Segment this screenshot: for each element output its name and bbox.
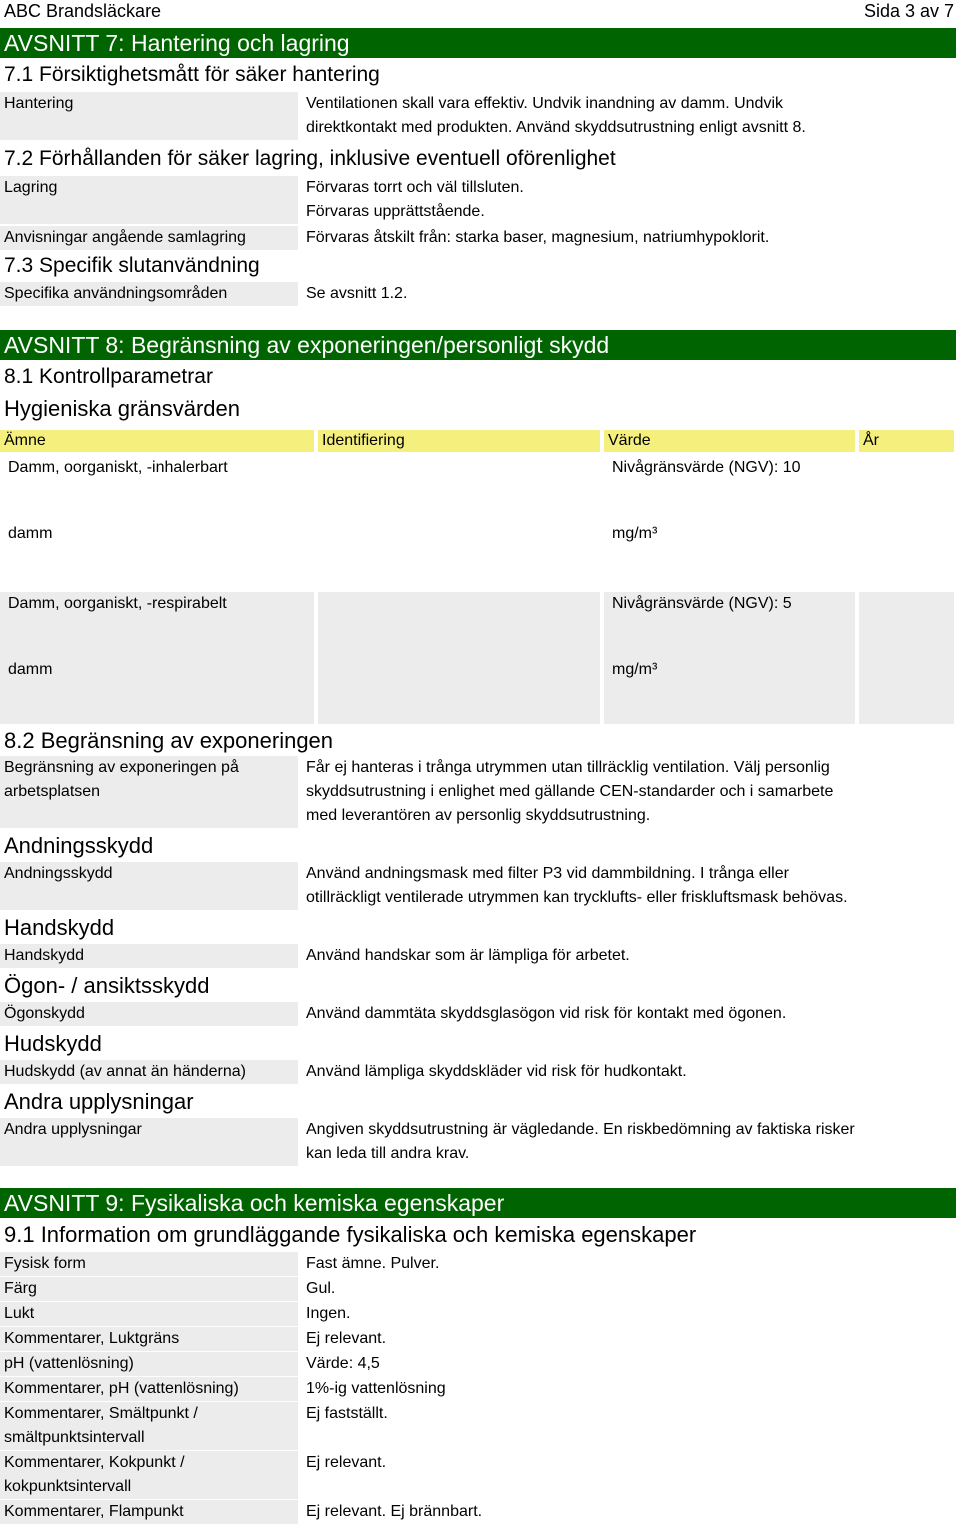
list-item [0,1500,956,1524]
row-handskydd [0,944,956,968]
cell-ar [859,456,954,588]
label-arbetsplatsen [0,756,298,828]
property-label: pH (vattenlösning) [0,1352,298,1376]
cell-varde-line-2: mg/m³ [612,525,658,542]
value-arbetsplatsen-line-1: Får ej hanteras i trånga utrymmen utan tillräcklig ventilation. Välj personlig [306,759,830,776]
cell-ar [859,592,954,724]
property-label: Lukt [0,1302,298,1326]
row-andningsskydd [0,862,956,910]
label-andra-upplysningar: Andra upplysningar [0,1118,298,1166]
label-omraden: Specifika användningsområden [0,282,298,306]
label-hantering: Hantering [0,92,298,140]
property-label [0,1451,298,1499]
label-hudskydd: Hudskydd (av annat än händerna) [0,1060,298,1084]
list-item [0,1252,956,1276]
list-item [0,1451,956,1499]
value-handskydd: Använd handskar som är lämpliga för arbetet. [302,944,956,968]
value-ogonskydd: Använd dammtäta skyddsglasögon vid risk för kontakt med ögonen. [302,1002,956,1026]
section-9-title: AVSNITT 9: Fysikaliska och kemiska egenskaper [0,1188,956,1218]
row-samlagring [0,226,956,250]
list-item [0,1402,956,1450]
list-item [0,1277,956,1301]
value-arbetsplatsen-line-3: med leverantören av personlig skyddsutrustning. [306,807,651,824]
cell-identifiering [318,592,600,724]
property-value: Gul. [302,1277,956,1301]
section-7-title: AVSNITT 7: Hantering och lagring [0,28,956,58]
heading-9-1: 9.1 Information om grundläggande fysikaliska och kemiska egenskaper [4,1222,697,1247]
property-label-line-2: kokpunktsintervall [4,1478,132,1495]
heading-7-1: 7.1 Försiktighetsmått för säker hantering [4,63,380,86]
label-arbetsplatsen-line-1: Begränsning av exponeringen på [4,759,239,776]
property-label [0,1402,298,1450]
property-value: Ingen. [302,1302,956,1326]
list-item [0,1377,956,1401]
heading-hygieniska: Hygieniska gränsvärden [4,396,241,421]
value-lagring-line-1: Förvaras torrt och väl tillsluten. [306,179,524,196]
cell-amne [0,592,314,724]
table-header [0,430,956,452]
value-hudskydd: Använd lämpliga skyddskläder vid risk för hudkontakt. [302,1060,956,1084]
property-label-line-1: Kommentarer, Smältpunkt / [4,1405,198,1422]
page-number: Sida 3 av 7 [863,1,954,21]
value-arbetsplatsen-line-2: skyddsutrustning i enlighet med gällande CEN-standarder och i samarbete [306,783,834,800]
cell-varde-line-1: Nivågränsvärde (NGV): 10 [612,459,801,476]
cell-identifiering [318,456,600,588]
row-hudskydd [0,1060,956,1084]
col-header-amne: Ämne [0,430,314,452]
property-label-line-1: Kommentarer, Kokpunkt / [4,1454,185,1471]
cell-amne-line-1: Damm, oorganiskt, -respirabelt [8,595,227,612]
heading-7-2: 7.2 Förhållanden för säker lagring, inklusive eventuell oförenlighet [4,147,616,170]
property-value: Fast ämne. Pulver. [302,1252,956,1276]
page-header [0,0,960,22]
heading-8-1: 8.1 Kontrollparametrar [4,365,213,388]
heading-andningsskydd: Andningsskydd [4,833,154,858]
value-arbetsplatsen [302,756,956,828]
label-lagring: Lagring [0,176,298,224]
row-lagring [0,176,956,224]
property-value: Ej relevant. [302,1327,956,1351]
property-label: Kommentarer, Flampunkt [0,1500,298,1524]
value-andra-upplysningar [302,1118,956,1166]
value-andra-line-1: Angiven skyddsutrustning är vägledande. En riskbedömning av faktiska risker [306,1121,855,1138]
property-value: Ej relevant. Ej brännbart. [302,1500,956,1524]
product-name: ABC Brandsläckare [4,1,162,21]
exposure-limit-table [0,430,956,724]
label-andningsskydd: Andningsskydd [0,862,298,910]
list-item [0,1327,956,1351]
col-header-identifiering: Identifiering [318,430,600,452]
property-value: Värde: 4,5 [302,1352,956,1376]
table-row [0,456,956,588]
label-ogonskydd: Ögonskydd [0,1002,298,1026]
value-andningsskydd [302,862,956,910]
row-omraden [0,282,956,306]
row-ogonskydd [0,1002,956,1026]
value-andningsskydd-line-2: otillräckligt ventilerade utrymmen kan trycklufts- eller friskluftsmask behövas. [306,889,848,906]
property-label: Färg [0,1277,298,1301]
property-label: Fysisk form [0,1252,298,1276]
heading-ogonskydd: Ögon- / ansiktsskydd [4,973,210,998]
cell-varde-line-2: mg/m³ [612,661,658,678]
cell-amne-line-1: Damm, oorganiskt, -inhalerbart [8,459,228,476]
heading-7-3: 7.3 Specifik slutanvändning [4,254,260,277]
list-item [0,1352,956,1376]
col-header-varde: Värde [604,430,855,452]
row-andra-upplysningar [0,1118,956,1166]
col-header-ar: År [859,430,954,452]
cell-varde [604,592,855,724]
heading-handskydd: Handskydd [4,915,115,940]
value-omraden: Se avsnitt 1.2. [302,282,956,306]
heading-hudskydd: Hudskydd [4,1031,102,1056]
label-handskydd: Handskydd [0,944,298,968]
property-label: Kommentarer, Luktgräns [0,1327,298,1351]
value-lagring [302,176,956,224]
list-item [0,1302,956,1326]
section-8-title: AVSNITT 8: Begränsning av exponeringen/personligt skydd [0,330,956,360]
value-hantering: Ventilationen skall vara effektiv. Undvik inandning av damm. Undvik direktkontakt med produkten. Använd skyddsutrustning enligt avsnitt 8. [302,92,956,140]
cell-amne [0,456,314,588]
table-row [0,592,956,724]
property-label: Kommentarer, pH (vattenlösning) [0,1377,298,1401]
heading-andra-upplysningar: Andra upplysningar [4,1089,194,1114]
value-lagring-line-2: Förvaras upprättstående. [306,203,485,220]
property-label-line-2: smältpunktsintervall [4,1429,145,1446]
value-andra-line-2: kan leda till andra krav. [306,1145,470,1162]
cell-varde-line-1: Nivågränsvärde (NGV): 5 [612,595,792,612]
label-arbetsplatsen-line-2: arbetsplatsen [4,783,101,800]
cell-varde [604,456,855,588]
value-andningsskydd-line-1: Använd andningsmask med filter P3 vid dammbildning. I trånga eller [306,865,789,882]
cell-amne-line-2: damm [8,525,53,542]
property-value: 1%-ig vattenlösning [302,1377,956,1401]
property-list [0,1252,960,1524]
property-value: Ej fastställt. [302,1402,956,1450]
row-arbetsplatsen [0,756,956,828]
label-samlagring: Anvisningar angående samlagring [0,226,298,250]
property-value: Ej relevant. [302,1451,956,1499]
cell-amne-line-2: damm [8,661,53,678]
row-hantering [0,92,956,140]
heading-8-2: 8.2 Begränsning av exponeringen [4,728,334,753]
value-samlagring: Förvaras åtskilt från: starka baser, magnesium, natriumhypoklorit. [302,226,956,250]
